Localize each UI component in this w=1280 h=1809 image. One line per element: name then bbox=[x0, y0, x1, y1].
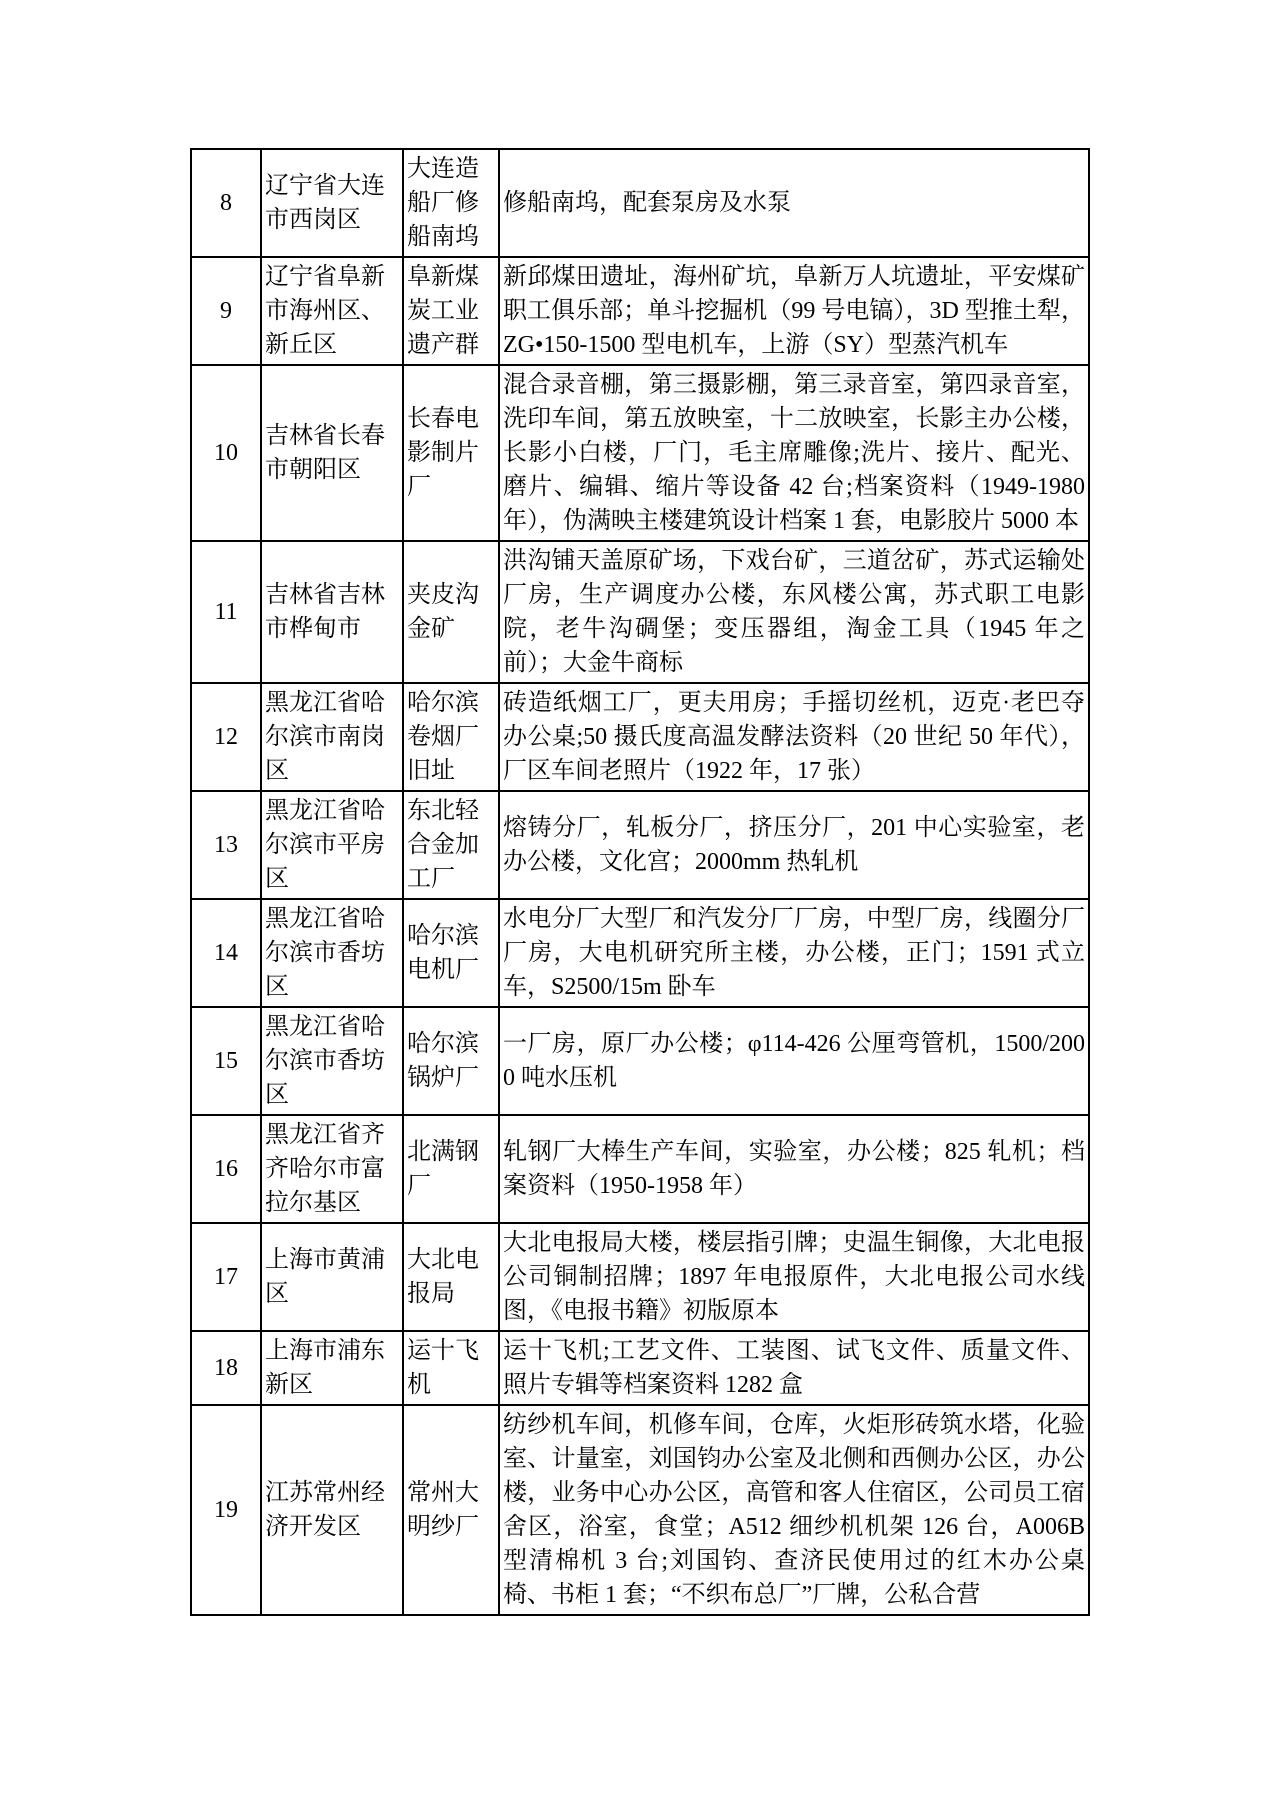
items-cell: 大北电报局大楼，楼层指引牌；史温生铜像，大北电报公司铜制招牌；1897 年电报原件，大北电报公司水线图，《电报书籍》初版原本 bbox=[499, 1223, 1089, 1331]
site-name-cell: 大连造船厂修船南坞 bbox=[403, 149, 499, 257]
items-cell: 水电分厂大型厂和汽发分厂厂房，中型厂房，线圈分厂厂房，大电机研究所主楼，办公楼，正门；1591 式立车，S2500/15m 卧车 bbox=[499, 899, 1089, 1007]
heritage-table bbox=[190, 148, 1090, 1616]
row-number-cell: 12 bbox=[191, 683, 261, 791]
row-number-cell: 13 bbox=[191, 791, 261, 899]
table-row bbox=[191, 1223, 1089, 1331]
region-cell: 江苏常州经济开发区 bbox=[261, 1405, 403, 1615]
table-row bbox=[191, 791, 1089, 899]
items-cell: 修船南坞，配套泵房及水泵 bbox=[499, 149, 1089, 257]
region-cell: 黑龙江省哈尔滨市香坊区 bbox=[261, 899, 403, 1007]
table-row bbox=[191, 1331, 1089, 1405]
region-cell: 黑龙江省哈尔滨市南岗区 bbox=[261, 683, 403, 791]
row-number-cell: 17 bbox=[191, 1223, 261, 1331]
site-name-cell: 哈尔滨卷烟厂旧址 bbox=[403, 683, 499, 791]
row-number-cell: 16 bbox=[191, 1115, 261, 1223]
region-cell: 上海市黄浦区 bbox=[261, 1223, 403, 1331]
site-name-cell: 常州大明纱厂 bbox=[403, 1405, 499, 1615]
row-number-cell: 14 bbox=[191, 899, 261, 1007]
items-cell: 一厂房，原厂办公楼；φ114-426 公厘弯管机，1500/2000 吨水压机 bbox=[499, 1007, 1089, 1115]
items-cell: 运十飞机;工艺文件、工装图、试飞文件、质量文件、照片专辑等档案资料 1282 盒 bbox=[499, 1331, 1089, 1405]
table-row bbox=[191, 1405, 1089, 1615]
row-number-cell: 11 bbox=[191, 541, 261, 683]
items-cell: 洪沟铺天盖原矿场，下戏台矿，三道岔矿，苏式运输处厂房，生产调度办公楼，东风楼公寓，苏式职工电影院，老牛沟碉堡；变压器组，淘金工具（1945 年之前）；大金牛商标 bbox=[499, 541, 1089, 683]
row-number-cell: 8 bbox=[191, 149, 261, 257]
table-row bbox=[191, 683, 1089, 791]
region-cell: 辽宁省阜新市海州区、新丘区 bbox=[261, 257, 403, 365]
items-cell: 纺纱机车间，机修车间，仓库，火炬形砖筑水塔，化验室、计量室，刘国钧办公室及北侧和西侧办公区，办公楼，业务中心办公区，高管和客人住宿区，公司员工宿舍区，浴室，食堂；A512 细纱机机架 126 台，A006B 型清棉机 3 台;刘国钧、查济民使用过的红木办公桌椅、书柜 1 套；“不织布总厂”厂牌，公私合营 bbox=[499, 1405, 1089, 1615]
table-row bbox=[191, 541, 1089, 683]
row-number-cell: 10 bbox=[191, 365, 261, 541]
items-cell: 熔铸分厂，轧板分厂，挤压分厂，201 中心实验室，老办公楼，文化宫；2000mm 热轧机 bbox=[499, 791, 1089, 899]
site-name-cell: 阜新煤炭工业遗产群 bbox=[403, 257, 499, 365]
site-name-cell: 哈尔滨电机厂 bbox=[403, 899, 499, 1007]
table-row bbox=[191, 1007, 1089, 1115]
table-row bbox=[191, 149, 1089, 257]
row-number-cell: 15 bbox=[191, 1007, 261, 1115]
table-row bbox=[191, 365, 1089, 541]
region-cell: 黑龙江省哈尔滨市香坊区 bbox=[261, 1007, 403, 1115]
table-row bbox=[191, 257, 1089, 365]
site-name-cell: 哈尔滨锅炉厂 bbox=[403, 1007, 499, 1115]
table-row bbox=[191, 1115, 1089, 1223]
site-name-cell: 运十飞机 bbox=[403, 1331, 499, 1405]
region-cell: 黑龙江省哈尔滨市平房区 bbox=[261, 791, 403, 899]
region-cell: 辽宁省大连市西岗区 bbox=[261, 149, 403, 257]
items-cell: 混合录音棚，第三摄影棚，第三录音室，第四录音室，洗印车间，第五放映室，十二放映室，长影主办公楼，长影小白楼，厂门，毛主席雕像;洗片、接片、配光、磨片、编辑、缩片等设备 42 台;档案资料（1949-1980 年），伪满映主楼建筑设计档案 1 套，电影胶片 5000 本 bbox=[499, 365, 1089, 541]
items-cell: 轧钢厂大棒生产车间，实验室，办公楼；825 轧机；档案资料（1950-1958 年） bbox=[499, 1115, 1089, 1223]
region-cell: 黑龙江省齐齐哈尔市富拉尔基区 bbox=[261, 1115, 403, 1223]
site-name-cell: 东北轻合金加工厂 bbox=[403, 791, 499, 899]
site-name-cell: 北满钢厂 bbox=[403, 1115, 499, 1223]
items-cell: 新邱煤田遗址，海州矿坑，阜新万人坑遗址，平安煤矿职工俱乐部；单斗挖掘机（99 号电镐），3D 型推土犁，ZG•150-1500 型电机车，上游（SY）型蒸汽机车 bbox=[499, 257, 1089, 365]
site-name-cell: 大北电报局 bbox=[403, 1223, 499, 1331]
row-number-cell: 19 bbox=[191, 1405, 261, 1615]
site-name-cell: 长春电影制片厂 bbox=[403, 365, 499, 541]
row-number-cell: 9 bbox=[191, 257, 261, 365]
region-cell: 吉林省吉林市桦甸市 bbox=[261, 541, 403, 683]
site-name-cell: 夹皮沟金矿 bbox=[403, 541, 499, 683]
region-cell: 上海市浦东新区 bbox=[261, 1331, 403, 1405]
table-row bbox=[191, 899, 1089, 1007]
region-cell: 吉林省长春市朝阳区 bbox=[261, 365, 403, 541]
row-number-cell: 18 bbox=[191, 1331, 261, 1405]
items-cell: 砖造纸烟工厂，更夫用房；手摇切丝机，迈克·老巴夺办公桌;50 摄氏度高温发酵法资料（20 世纪 50 年代），厂区车间老照片（1922 年，17 张） bbox=[499, 683, 1089, 791]
